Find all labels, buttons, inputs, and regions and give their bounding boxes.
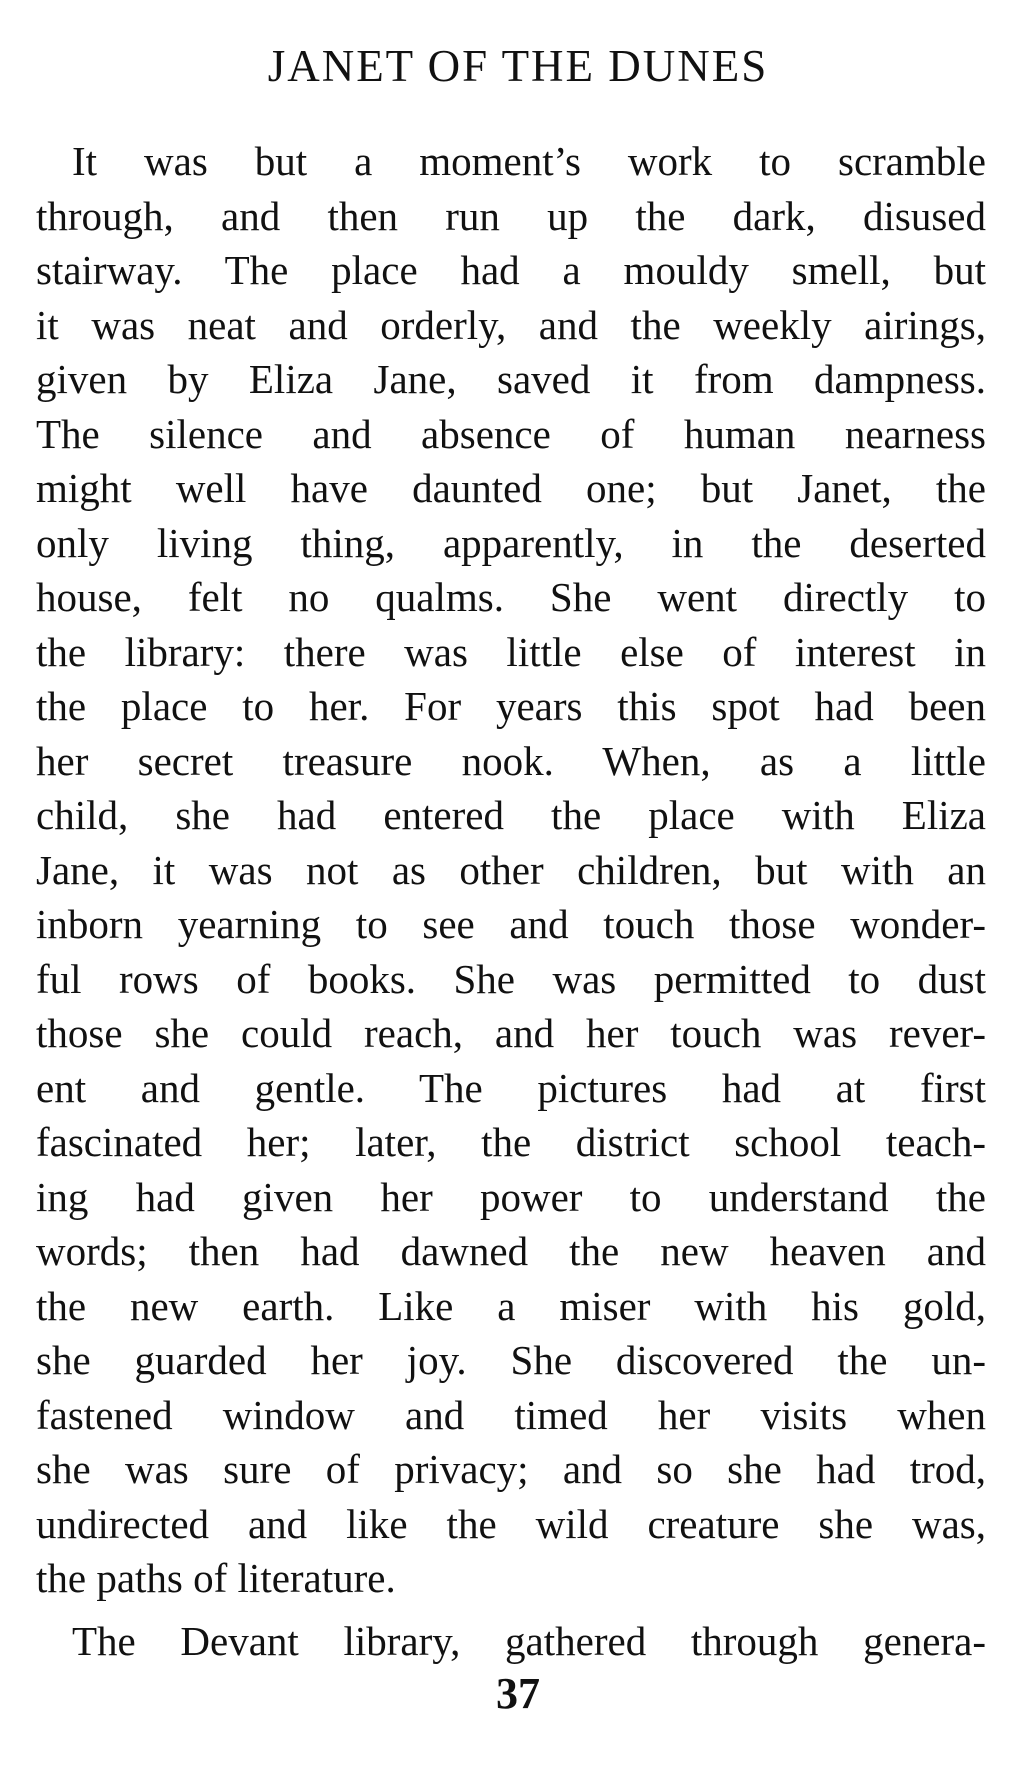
text-line: she guarded her joy. She discovered the un-	[36, 1337, 986, 1383]
text-line: undirected and like the wild creature she was,	[36, 1500, 986, 1547]
text-line: Jane, it was not as other children, but with an	[36, 846, 986, 893]
text-line: might well have daunted one; but Janet, the	[36, 465, 986, 511]
running-head: JANET OF THE DUNES	[267, 41, 769, 91]
paragraph-2	[36, 1614, 986, 1669]
text-line: ful rows of books. She was permitted to dust	[36, 955, 986, 1002]
text-line: It was but a moment’s work to scramble	[72, 138, 986, 184]
text-line: the paths of literature.	[36, 1555, 396, 1601]
text-line: given by Eliza Jane, saved it from dampness.	[36, 356, 986, 402]
text-line: house, felt no qualms. She went directly to	[36, 574, 986, 620]
page-number: 37	[496, 1669, 540, 1718]
text-line: the new earth. Like a miser with his gold,	[36, 1282, 986, 1329]
text-line: the library: there was little else of interest in	[36, 628, 986, 675]
text-line: the place to her. For years this spot had been	[36, 683, 986, 729]
text-line: her secret treasure nook. When, as a little	[36, 737, 986, 784]
text-line: those she could reach, and her touch was rever-	[36, 1010, 986, 1056]
text-line: fastened window and timed her visits when	[36, 1391, 986, 1438]
text-line: stairway. The place had a mouldy smell, but	[36, 247, 986, 293]
paragraph-1	[36, 134, 986, 1606]
text-line: fascinated her; later, the district school teach-	[36, 1119, 986, 1165]
text-line: The Devant library, gathered through genera-	[72, 1617, 986, 1664]
text-line: words; then had dawned the new heaven and	[36, 1228, 986, 1274]
text-line: through, and then run up the dark, disused	[36, 192, 986, 239]
text-line: ent and gentle. The pictures had at first	[36, 1064, 986, 1111]
body-text	[36, 134, 986, 1668]
text-line: ing had given her power to understand the	[36, 1173, 986, 1220]
text-line: she was sure of privacy; and so she had trod,	[36, 1446, 986, 1492]
text-line: inborn yearning to see and touch those wonder-	[36, 901, 986, 947]
text-line: it was neat and orderly, and the weekly airings,	[36, 301, 986, 348]
text-line: only living thing, apparently, in the deserted	[36, 519, 986, 566]
paragraph-gap	[36, 1606, 986, 1614]
text-line: child, she had entered the place with Eliza	[36, 792, 986, 838]
text-line: The silence and absence of human nearness	[36, 410, 986, 457]
